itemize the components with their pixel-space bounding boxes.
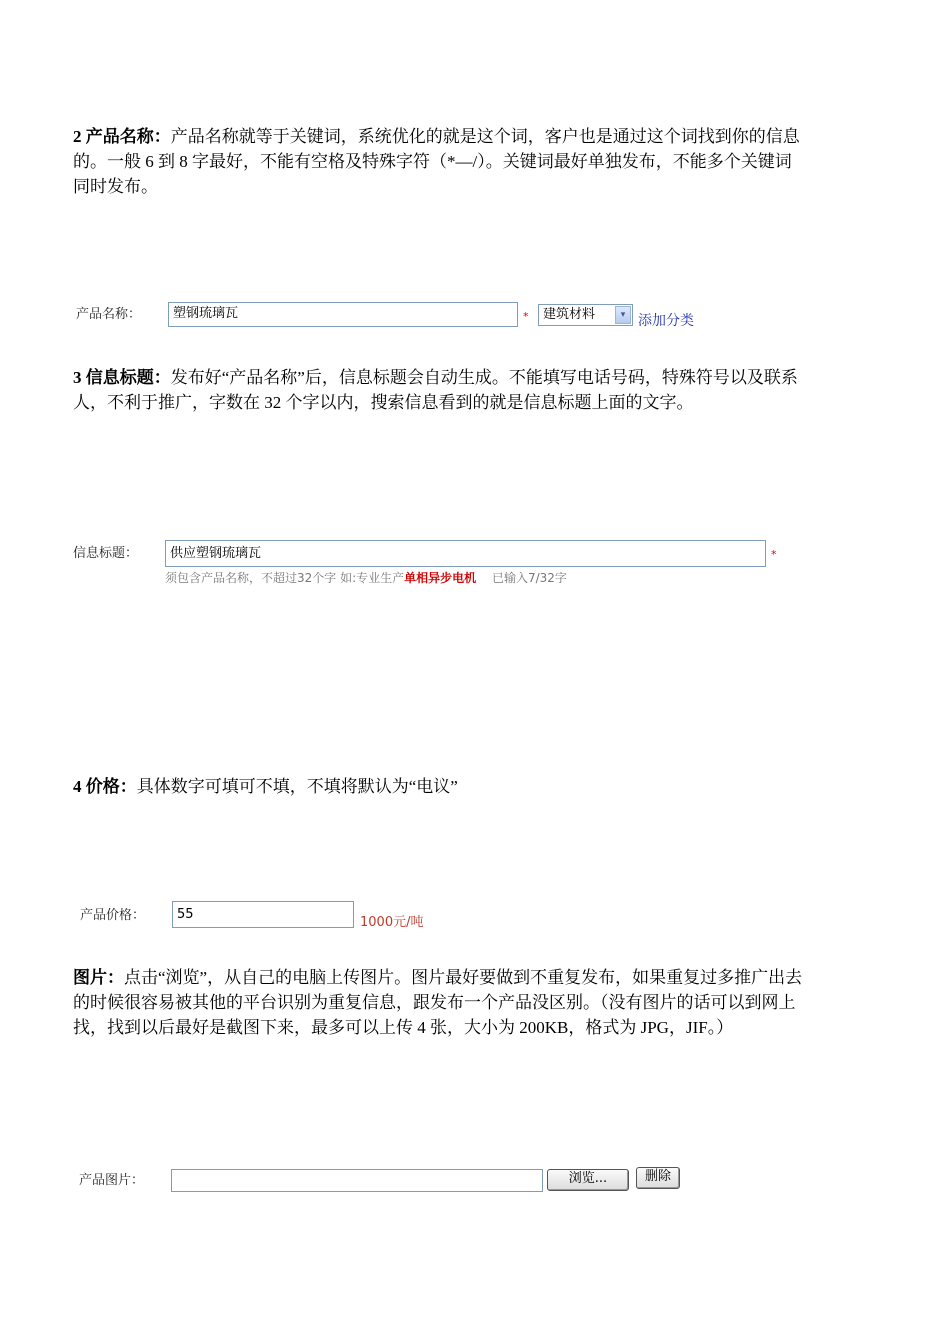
info-title-input[interactable]: 供应塑钢琉璃瓦 <box>165 540 766 567</box>
heading-price: 4 价格： <box>73 777 137 796</box>
info-title-label: 信息标题： <box>73 546 139 561</box>
paragraph-price <box>73 774 808 799</box>
paragraph-info-title <box>73 365 808 415</box>
hint-example: 单相异步电机 <box>404 571 477 585</box>
text-info-title: 发布好“产品名称”后，信息标题会自动生成。不能填写电话号码，特殊符号以及联系人，不利于推广，字数在 32 个字以内，搜索信息看到的就是信息标题上面的文字。 <box>73 368 798 412</box>
category-select-value: 建筑材料 <box>543 307 596 322</box>
required-star: * <box>523 310 529 323</box>
delete-button[interactable]: 删除 <box>636 1167 680 1189</box>
chevron-down-icon[interactable]: ▾ <box>615 306 631 324</box>
required-star: * <box>771 548 777 561</box>
hint-count: 已输入7/32字 <box>491 571 567 585</box>
category-select[interactable] <box>538 304 633 326</box>
info-title-hint <box>165 569 567 586</box>
price-label: 产品价格： <box>80 908 146 923</box>
paragraph-image <box>73 965 808 1040</box>
price-note: 1000元/吨 <box>360 915 424 930</box>
hint-prefix: 须包含产品名称，不超过32个字 如:专业生产 <box>165 571 405 585</box>
paragraph-product-name <box>73 124 808 199</box>
browse-button[interactable]: 浏览... <box>547 1169 629 1191</box>
product-name-label: 产品名称： <box>76 307 142 322</box>
text-image: 点击“浏览”，从自己的电脑上传图片。图片最好要做到不重复发布，如果重复过多推广出去的时候很容易被其他的平台识别为重复信息，跟发布一个产品没区别。（没有图片的话可以到网上找，找到以后最好是截图下来，最多可以上传 4 张，大小为 200KB，格式为 JPG，JIF。） <box>73 968 803 1037</box>
image-file-input[interactable] <box>171 1169 543 1192</box>
image-label: 产品图片： <box>79 1173 145 1188</box>
add-category-link[interactable]: 添加分类 <box>638 313 694 329</box>
heading-product-name: 2 产品名称： <box>73 127 171 146</box>
heading-info-title: 3 信息标题： <box>73 368 171 387</box>
heading-image: 图片： <box>73 968 124 987</box>
text-price: 具体数字可填可不填，不填将默认为“电议” <box>136 777 458 796</box>
text-product-name: 产品名称就等于关键词，系统优化的就是这个词，客户也是通过这个词找到你的信息的。一般 6 到 8 字最好，不能有空格及特殊字符（*—/）。关键词最好单独发布，不能多个关键词同时发布。 <box>73 127 800 196</box>
price-input[interactable]: 55 <box>172 901 354 928</box>
product-name-input[interactable]: 塑钢琉璃瓦 <box>168 302 518 327</box>
